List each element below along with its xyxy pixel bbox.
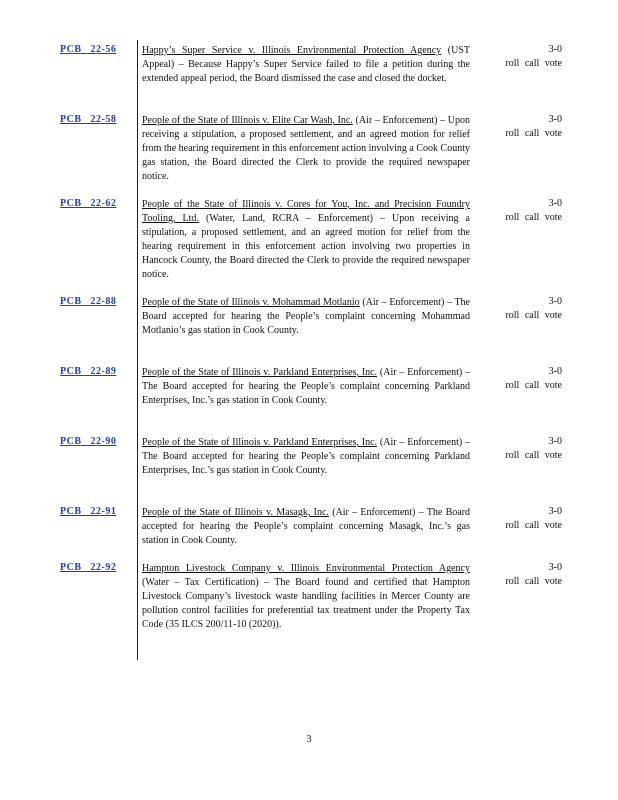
vote-count: 3-0	[548, 366, 562, 377]
case-title: People of the State of Illinois v. Masagk, Inc.	[142, 507, 329, 518]
vote-count: 3-0	[548, 296, 562, 307]
column-divider	[137, 40, 138, 660]
case-summary: (Water, Land, RCRA – Enforcement) – Upon receiving a stipulation, a proposed settlement, and an agreed motion for relief from the hearing requirement in this enforcement action involving two properties in Hancock County, the Board directed the Clerk to provide the required newspaper notice.	[142, 213, 470, 280]
vote-type: roll call vote	[505, 310, 562, 321]
case-summary: (Air – Enforcement) – Upon receiving a stipulation, a proposed settlement, and an agreed motion for relief from the hearing requirement in this enforcement action involving a Cook County gas station, the Board directed the Clerk to provide the required newspaper notice.	[142, 115, 470, 182]
case-title: People of the State of Illinois v. Mohammad Motlanio	[142, 297, 360, 308]
case-number-link[interactable]: PCB 22-91	[60, 506, 117, 517]
case-summary: (Water – Tax Certification) – The Board found and certified that Hampton Livestock Company’s livestock waste handling facilities in Mercer County are pollution control facilities for preferential tax treatment under the Property Tax Code (35 ILCS 200/11-10 (2020)).	[142, 577, 470, 630]
entry-description	[142, 436, 470, 478]
case-number-link[interactable]: PCB 22-92	[60, 562, 117, 573]
case-title: Hampton Livestock Company v. Illinois Environmental Protection Agency	[142, 563, 470, 574]
entry-description	[142, 44, 470, 86]
case-title: People of the State of Illinois v. Parkland Enterprises, Inc.	[142, 437, 378, 448]
entry-description	[142, 114, 470, 184]
case-summary: (Air – Enforcement) – The Board accepted for hearing the People’s complaint concerning Parkland Enterprises, Inc.’s gas station in Cook County.	[142, 437, 471, 476]
case-number-link[interactable]: PCB 22-56	[60, 44, 117, 55]
vote-count: 3-0	[548, 44, 562, 55]
case-title: People of the State of Illinois v. Cores for You, Inc. and Precision Foundry Tooling, Ltd.	[142, 199, 470, 224]
vote-type: roll call vote	[505, 212, 562, 223]
entry-description	[142, 562, 470, 632]
entry-description	[142, 198, 470, 282]
vote-count: 3-0	[548, 114, 562, 125]
vote-type: roll call vote	[505, 576, 562, 587]
case-summary: (Air – Enforcement) – The Board accepted for hearing the People’s complaint concerning Mohammad Motlanio’s gas station in Cook County.	[142, 297, 470, 336]
vote-type: roll call vote	[505, 450, 562, 461]
entry-description	[142, 506, 470, 548]
case-number-link[interactable]: PCB 22-90	[60, 436, 117, 447]
case-title: Happy’s Super Service v. Illinois Environmental Protection Agency	[142, 45, 442, 56]
vote-count: 3-0	[548, 436, 562, 447]
case-title: People of the State of Illinois v. Parkland Enterprises, Inc.	[142, 367, 378, 378]
vote-type: roll call vote	[505, 128, 562, 139]
vote-type: roll call vote	[505, 380, 562, 391]
case-summary: (Air – Enforcement) – The Board accepted for hearing the People’s complaint concerning Parkland Enterprises, Inc.’s gas station in Cook County.	[142, 367, 471, 406]
case-summary: (Air – Enforcement) – The Board accepted for hearing the People’s complaint concerning Masagk, Inc.’s gas station in Cook County.	[142, 507, 471, 546]
entry-description	[142, 296, 470, 338]
case-number-link[interactable]: PCB 22-89	[60, 366, 117, 377]
case-number-link[interactable]: PCB 22-58	[60, 114, 117, 125]
vote-count: 3-0	[548, 198, 562, 209]
vote-count: 3-0	[548, 562, 562, 573]
vote-type: roll call vote	[505, 58, 562, 69]
vote-type: roll call vote	[505, 520, 562, 531]
case-number-link[interactable]: PCB 22-88	[60, 296, 117, 307]
case-title: People of the State of Illinois v. Elite Car Wash, Inc.	[142, 115, 353, 126]
vote-count: 3-0	[548, 506, 562, 517]
page-number: 3	[306, 734, 312, 745]
entry-description	[142, 366, 470, 408]
case-summary: (UST Appeal) – Because Happy’s Super Service failed to file a petition during the extended appeal period, the Board dismissed the case and closed the docket.	[142, 45, 470, 84]
case-number-link[interactable]: PCB 22-62	[60, 198, 117, 209]
